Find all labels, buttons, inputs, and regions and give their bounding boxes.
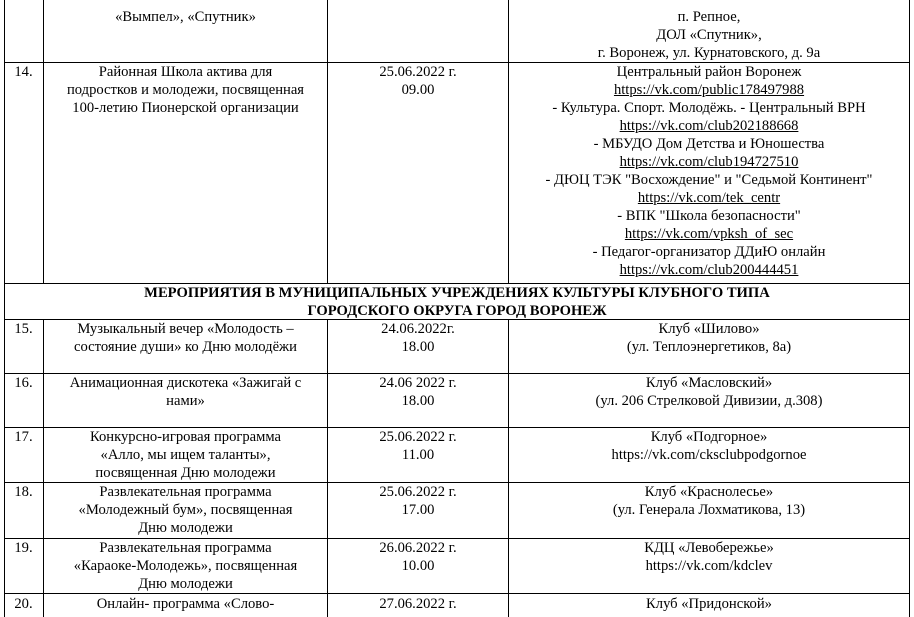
date-cell <box>328 595 508 613</box>
event-text: Музыкальный вечер «Молодость – <box>77 321 294 337</box>
venue-line: Клуб «Масловский» <box>645 375 773 391</box>
event-text: подростков и молодежи, посвященная <box>66 82 305 98</box>
venue-line: Клуб «Придонской» <box>646 596 772 612</box>
venue-cell <box>509 8 909 62</box>
event-date: 25.06.2022 г. <box>379 484 457 500</box>
venue-line: - ДЮЦ ТЭК "Восхождение" и "Седьмой Континент" <box>545 172 873 188</box>
vk-link[interactable]: https://vk.com/tek_centr <box>637 190 781 206</box>
date-cell <box>328 374 508 410</box>
venue-line: Клуб «Подгорное» <box>650 429 768 445</box>
date-cell <box>328 320 508 356</box>
section-heading-line: МЕРОПРИЯТИЯ В МУНИЦИПАЛЬНЫХ УЧРЕЖДЕНИЯХ КУЛЬТУРЫ КЛУБНОГО ТИПА <box>144 285 770 301</box>
venue-line: (ул. Генерала Лохматикова, 13) <box>612 502 806 518</box>
vk-link[interactable]: https://vk.com/club202188668 <box>619 118 799 134</box>
venue-cell <box>509 374 909 410</box>
event-cell <box>44 320 327 356</box>
date-cell <box>328 63 508 99</box>
section-heading <box>5 284 909 320</box>
venue-link-text[interactable]: https://vk.com/cksclubpodgornoe <box>611 447 807 463</box>
venue-line: Клуб «Краснолесье» <box>644 484 774 500</box>
event-time: 11.00 <box>401 447 435 463</box>
venue-cell <box>509 595 909 613</box>
event-time: 09.00 <box>401 82 435 98</box>
event-text: посвященная Дню молодежи <box>95 465 276 481</box>
venue-link-text[interactable]: https://vk.com/kdclev <box>645 558 773 574</box>
section-heading-line: ГОРОДСКОГО ОКРУГА ГОРОД ВОРОНЕЖ <box>307 303 607 319</box>
event-cell <box>44 63 327 117</box>
row-number: 16. <box>14 375 33 391</box>
event-cell <box>44 8 327 26</box>
event-text: Анимационная дискотека «Зажигай с <box>69 375 302 391</box>
vk-link[interactable]: https://vk.com/public178497988 <box>613 82 805 98</box>
row-number: 18. <box>14 484 33 500</box>
event-time: 10.00 <box>401 558 435 574</box>
event-text: Дню молодежи <box>138 520 233 536</box>
event-text: Онлайн- программа «Слово- <box>96 596 275 612</box>
event-text: 100-летию Пионерской организации <box>72 100 299 116</box>
date-cell <box>328 428 508 464</box>
venue-cell <box>509 539 909 575</box>
event-text: Районная Школа актива для <box>98 64 273 80</box>
event-time: 18.00 <box>401 339 435 355</box>
row-number: 17. <box>14 429 33 445</box>
event-text: «Караоке-Молодежь», посвященная <box>73 558 298 574</box>
venue-cell <box>509 320 909 356</box>
event-text: «Алло, мы ищем таланты», <box>100 447 271 463</box>
row-number: 14. <box>14 64 33 80</box>
venue-line: - Культура. Спорт. Молодёжь. - Центральный ВРН <box>552 100 866 116</box>
vk-link[interactable]: https://vk.com/club194727510 <box>619 154 799 170</box>
row-number: 19. <box>14 540 33 556</box>
event-text: Развлекательная программа <box>99 540 272 556</box>
vk-link[interactable]: https://vk.com/vpksh_of_sec <box>624 226 794 242</box>
row-number: 20. <box>14 596 33 612</box>
event-text: состояние души» ко Дню молодёжи <box>74 339 297 355</box>
event-cell <box>44 483 327 537</box>
venue-line: - МБУДО Дом Детства и Юношества <box>593 136 825 152</box>
venue-line: ДОЛ «Спутник», <box>656 27 762 43</box>
event-text: «Молодежный бум», посвященная <box>78 502 293 518</box>
table-border-right <box>909 0 910 617</box>
date-cell <box>328 539 508 575</box>
venue-cell <box>509 63 909 279</box>
venue-cell <box>509 428 909 464</box>
venue-line: - Педагог-организатор ДДиЮ онлайн <box>592 244 826 260</box>
venue-line: (ул. Теплоэнергетиков, 8а) <box>626 339 792 355</box>
venue-line: КДЦ «Левобережье» <box>644 540 774 556</box>
venue-line: - ВПК "Школа безопасности" <box>617 208 801 224</box>
event-date: 25.06.2022 г. <box>379 429 457 445</box>
event-date: 24.06.2022г. <box>381 321 455 337</box>
event-date: 24.06 2022 г. <box>379 375 457 391</box>
event-cell <box>44 428 327 482</box>
row-divider <box>4 593 910 594</box>
event-time: 17.00 <box>401 502 435 518</box>
vk-link[interactable]: https://vk.com/club200444451 <box>619 262 799 278</box>
venue-line: п. Репное, <box>677 9 741 25</box>
event-text: «Вымпел», «Спутник» <box>115 9 256 25</box>
venue-line: Клуб «Шилово» <box>658 321 760 337</box>
date-cell <box>328 483 508 519</box>
event-text: Дню молодежи <box>138 576 233 592</box>
event-text: Конкурсно-игровая программа <box>90 429 281 445</box>
venue-line: г. Воронеж, ул. Курнатовского, д. 9а <box>597 45 821 61</box>
event-date: 25.06.2022 г. <box>379 64 457 80</box>
row-number: 15. <box>14 321 33 337</box>
event-text: Развлекательная программа <box>99 484 272 500</box>
event-date: 27.06.2022 г. <box>379 596 457 612</box>
event-cell <box>44 539 327 593</box>
venue-line: (ул. 206 Стрелковой Дивизии, д.308) <box>595 393 823 409</box>
event-time: 18.00 <box>401 393 435 409</box>
event-cell <box>44 374 327 410</box>
event-text: нами» <box>166 393 205 409</box>
event-cell <box>44 595 327 613</box>
venue-cell <box>509 483 909 519</box>
event-date: 26.06.2022 г. <box>379 540 457 556</box>
venue-line: Центральный район Воронеж <box>616 64 802 80</box>
